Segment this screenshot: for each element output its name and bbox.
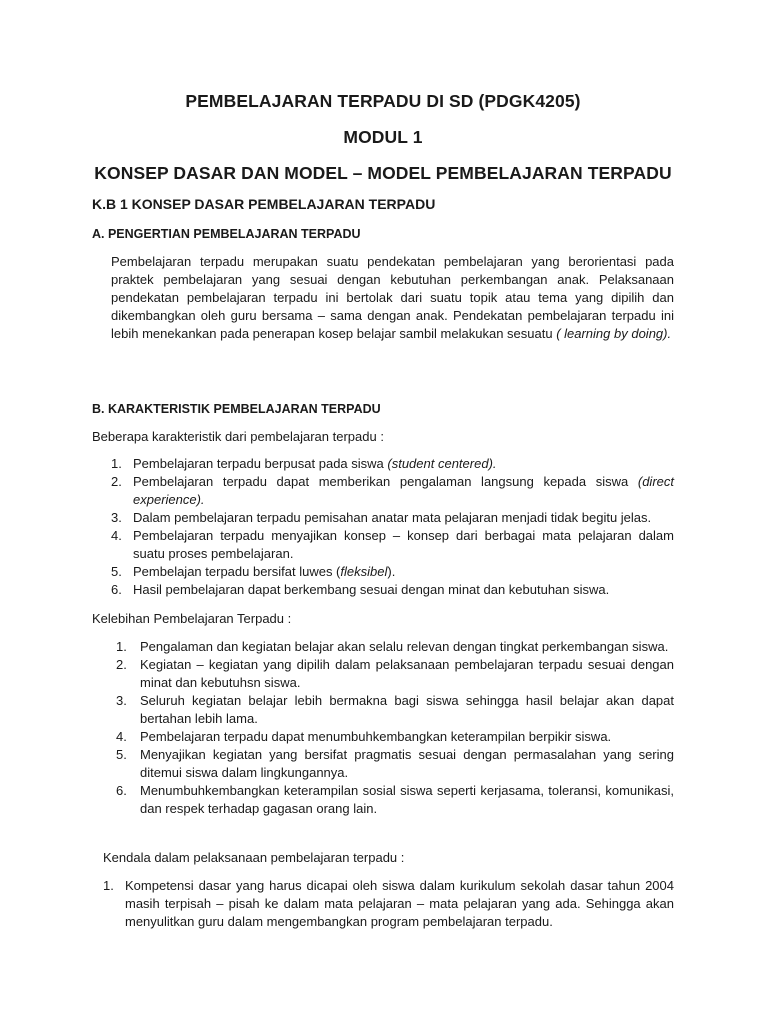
list-item-number: 6. [111, 582, 122, 597]
list-item-text: Menumbuhkembangkan keterampilan sosial siswa seperti kerjasama, toleransi, komunikasi, dan respek terhadap gagasan orang lain. [140, 783, 674, 816]
list-item [111, 455, 674, 473]
list-item-number: 6. [116, 783, 127, 798]
list-item [116, 656, 674, 692]
list-item-number: 4. [111, 528, 122, 543]
module-title: MODUL 1 [343, 127, 423, 147]
list-item-text: Pembelajaran terpadu berpusat pada siswa [133, 456, 388, 471]
list-item-text: Pengalaman dan kegiatan belajar akan selalu relevan dengan tingkat perkembangan siswa. [140, 639, 669, 654]
list-item-text: Dalam pembelajaran terpadu pemisahan anatar mata pelajaran menjadi tidak begitu jelas. [133, 510, 652, 525]
list-item-number: 1. [116, 639, 127, 654]
section-a-body-text: Pembelajaran terpadu merupakan suatu pendekatan pembelajaran yang berorientasi pada praktek pembelajaran yang sesuai dengan kebutuhan perkembangan anak. Pelaksanaan pendekatan pembelajaran terpadu ini bertolak dari suatu topik atau tema yang dipilih dan dikembangkan oleh guru bersama – sama dengan anak. Pendekatan pembelajaran terpadu ini lebih menekankan pada penerapan kosep belajar sambil melakukan sesuatu [111, 254, 674, 341]
list-item-text: Menyajikan kegiatan yang bersifat pragmatis sesuai dengan permasalahan yang sering ditemui siswa dalam lingkungannya. [140, 747, 674, 780]
kendala-list [103, 877, 674, 931]
list-item [111, 509, 674, 527]
list-item-number: 1. [103, 878, 114, 893]
list-item-text: Hasil pembelajaran dapat berkembang sesuai dengan minat dan kebutuhan siswa. [133, 582, 610, 597]
list-item-italic: (direct experience). [133, 474, 674, 507]
list-item-number: 4. [116, 729, 127, 744]
kelebihan-list [116, 638, 674, 818]
course-title: PEMBELAJARAN TERPADU DI SD (PDGK4205) [185, 91, 581, 111]
list-item [116, 746, 674, 782]
section-b-intro: Beberapa karakteristik dari pembelajaran terpadu : [92, 429, 384, 444]
list-item-text: Kompetensi dasar yang harus dicapai oleh siswa dalam kurikulum sekolah dasar tahun 2004 masih terpisah – pisah ke dalam mata pelajaran – mata pelajaran yang ada. Sehingga akan menyulitkan guru dalam mengembangkan program pembelajaran terpadu. [125, 878, 674, 929]
section-a-body [111, 253, 674, 343]
list-item-text: Pembelajaran terpadu dapat menumbuhkembangkan keterampilan berpikir siswa. [140, 729, 612, 744]
list-item-number: 2. [111, 474, 122, 489]
section-a-heading: A. PENGERTIAN PEMBELAJARAN TERPADU [92, 227, 361, 241]
list-item-number: 1. [111, 456, 122, 471]
list-item-number: 5. [111, 564, 122, 579]
list-item [111, 527, 674, 563]
list-item [116, 692, 674, 728]
list-item-text: Pembelajaran terpadu menyajikan konsep – konsep dari berbagai mata pelajaran dalam suatu proses pembelajaran. [133, 528, 674, 561]
list-item-number: 5. [116, 747, 127, 762]
list-item [116, 782, 674, 818]
list-item-number: 2. [116, 657, 127, 672]
list-item-text: Pembelajan terpadu bersifat luwes ( [133, 564, 341, 579]
list-item-text: Kegiatan – kegiatan yang dipilih dalam pelaksanaan pembelajaran terpadu sesuai dengan minat dan kebutuhsn siswa. [140, 657, 674, 690]
kendala-intro: Kendala dalam pelaksanaan pembelajaran terpadu : [103, 850, 405, 865]
list-item-italic: fleksibel [340, 564, 388, 579]
list-item-number: 3. [111, 510, 122, 525]
kb1-heading: K.B 1 KONSEP DASAR PEMBELAJARAN TERPADU [92, 196, 436, 212]
list-item [111, 581, 674, 599]
list-item [111, 473, 674, 509]
list-item-number: 3. [116, 693, 127, 708]
list-item-text: Seluruh kegiatan belajar lebih bermakna bagi siswa sehingga hasil belajar akan dapat bertahan lebih lama. [140, 693, 674, 726]
list-item [116, 638, 674, 656]
list-item [111, 563, 674, 581]
list-item-after: ). [387, 564, 396, 579]
section-a-body-italic: ( learning by doing). [552, 326, 672, 341]
topic-title: KONSEP DASAR DAN MODEL – MODEL PEMBELAJARAN TERPADU [94, 163, 672, 183]
list-item-italic: (student centered). [387, 456, 497, 471]
section-b-heading: B. KARAKTERISTIK PEMBELAJARAN TERPADU [92, 402, 381, 416]
karakteristik-list [111, 455, 674, 599]
list-item [116, 728, 674, 746]
kelebihan-intro: Kelebihan Pembelajaran Terpadu : [92, 611, 292, 626]
list-item [103, 877, 674, 931]
list-item-text: Pembelajaran terpadu dapat memberikan pengalaman langsung kepada siswa [133, 474, 638, 489]
